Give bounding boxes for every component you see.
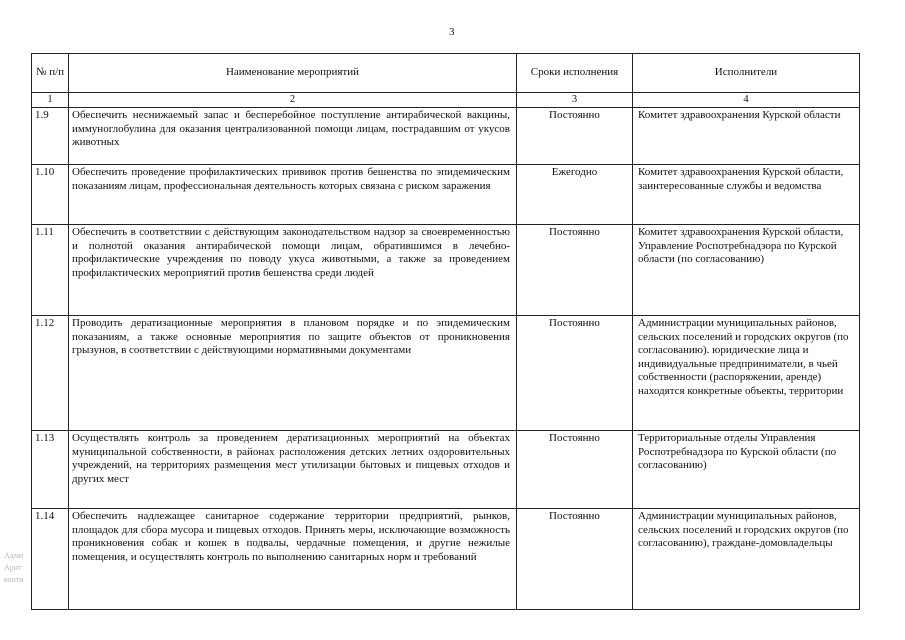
column-number: 4 bbox=[633, 93, 860, 108]
deadline: Постоянно bbox=[517, 225, 633, 316]
page-number: 3 bbox=[449, 26, 455, 38]
deadline: Постоянно bbox=[517, 316, 633, 431]
table-row bbox=[32, 108, 860, 165]
header-deadline: Сроки исполнения bbox=[517, 54, 633, 93]
header-number: № п/п bbox=[32, 54, 69, 93]
measures-table bbox=[31, 53, 860, 610]
row-number: 1.14 bbox=[32, 509, 69, 610]
table-row bbox=[32, 316, 860, 431]
column-number: 1 bbox=[32, 93, 69, 108]
executors: Комитет здравоохранения Курской области bbox=[633, 108, 860, 165]
executors: Комитет здравоохранения Курской области, Управление Роспотребнадзора по Курской области (по согласованию) bbox=[633, 225, 860, 316]
header-measure-name: Наименование мероприятий bbox=[69, 54, 517, 93]
executors: Комитет здравоохранения Курской области, заинтересованные службы и ведомства bbox=[633, 165, 860, 225]
row-number: 1.12 bbox=[32, 316, 69, 431]
measure-name: Обеспечить в соответствии с действующим законодательством надзор за своевременностью и полнотой оказания антирабической помощи лицам, обратившимся в лечебно-профилактические учреждения по поводу укуса животными, а также за проведением профилактических мероприятий против бешенства среди людей bbox=[69, 225, 517, 316]
row-number: 1.11 bbox=[32, 225, 69, 316]
table-row bbox=[32, 225, 860, 316]
measure-name: Обеспечить надлежащее санитарное содержание территории предприятий, рынков, площадок для сбора мусора и пищевых отходов. Принять меры, исключающие возможность проникновения собак и кошек в подвалы, чердачные помещения, и другие нежилые помещения, и осуществлять контроль по выполнению санитарных норм и требований bbox=[69, 509, 517, 610]
deadline: Постоянно bbox=[517, 431, 633, 509]
row-number: 1.13 bbox=[32, 431, 69, 509]
bleed-through-text: конти bbox=[4, 575, 24, 584]
row-number: 1.9 bbox=[32, 108, 69, 165]
measure-name: Проводить дератизационные мероприятия в плановом порядке и по эпидемическим показаниям, а также основные мероприятия по защите объектов от проникновения грызунов, в соответствии с действующими нормативными документами bbox=[69, 316, 517, 431]
table-row bbox=[32, 509, 860, 610]
table-row bbox=[32, 431, 860, 509]
table-header-row bbox=[32, 54, 860, 93]
executors: Администрации муниципальных районов, сельских поселений и городских округов (по согласованию). юридические лица и индивидуальные предприниматели, в чьей собственности (распоряжении, аренде) находятся конкретные объекты, территории bbox=[633, 316, 860, 431]
deadline: Ежегодно bbox=[517, 165, 633, 225]
executors: Территориальные отделы Управления Роспотребнадзора по Курской области (по согласованию) bbox=[633, 431, 860, 509]
bleed-through-text: Арнт bbox=[4, 563, 22, 572]
deadline: Постоянно bbox=[517, 108, 633, 165]
column-number: 3 bbox=[517, 93, 633, 108]
executors: Администрации муниципальных районов, сельских поселений и городских округов (по согласованию), граждане-домовладельцы bbox=[633, 509, 860, 610]
header-executors: Исполнители bbox=[633, 54, 860, 93]
table-row bbox=[32, 165, 860, 225]
measure-name: Осуществлять контроль за проведением дератизационных мероприятий на объектах муниципальной собственности, в районах расположения детских летних оздоровительных учреждений, на территориях размещения мест утилизации бытовых и пищевых отходов и других мест bbox=[69, 431, 517, 509]
column-numbers-row bbox=[32, 93, 860, 108]
row-number: 1.10 bbox=[32, 165, 69, 225]
deadline: Постоянно bbox=[517, 509, 633, 610]
column-number: 2 bbox=[69, 93, 517, 108]
measure-name: Обеспечить неснижаемый запас и бесперебойное поступление антирабической вакцины, иммуноглобулина для оказания централизованной помощи лицам, пострадавшим от укусов животных bbox=[69, 108, 517, 165]
bleed-through-text: Адми bbox=[4, 551, 24, 560]
measure-name: Обеспечить проведение профилактических прививок против бешенства по эпидемическим показаниям лицам, профессиональная деятельность которых связана с риском заражения bbox=[69, 165, 517, 225]
